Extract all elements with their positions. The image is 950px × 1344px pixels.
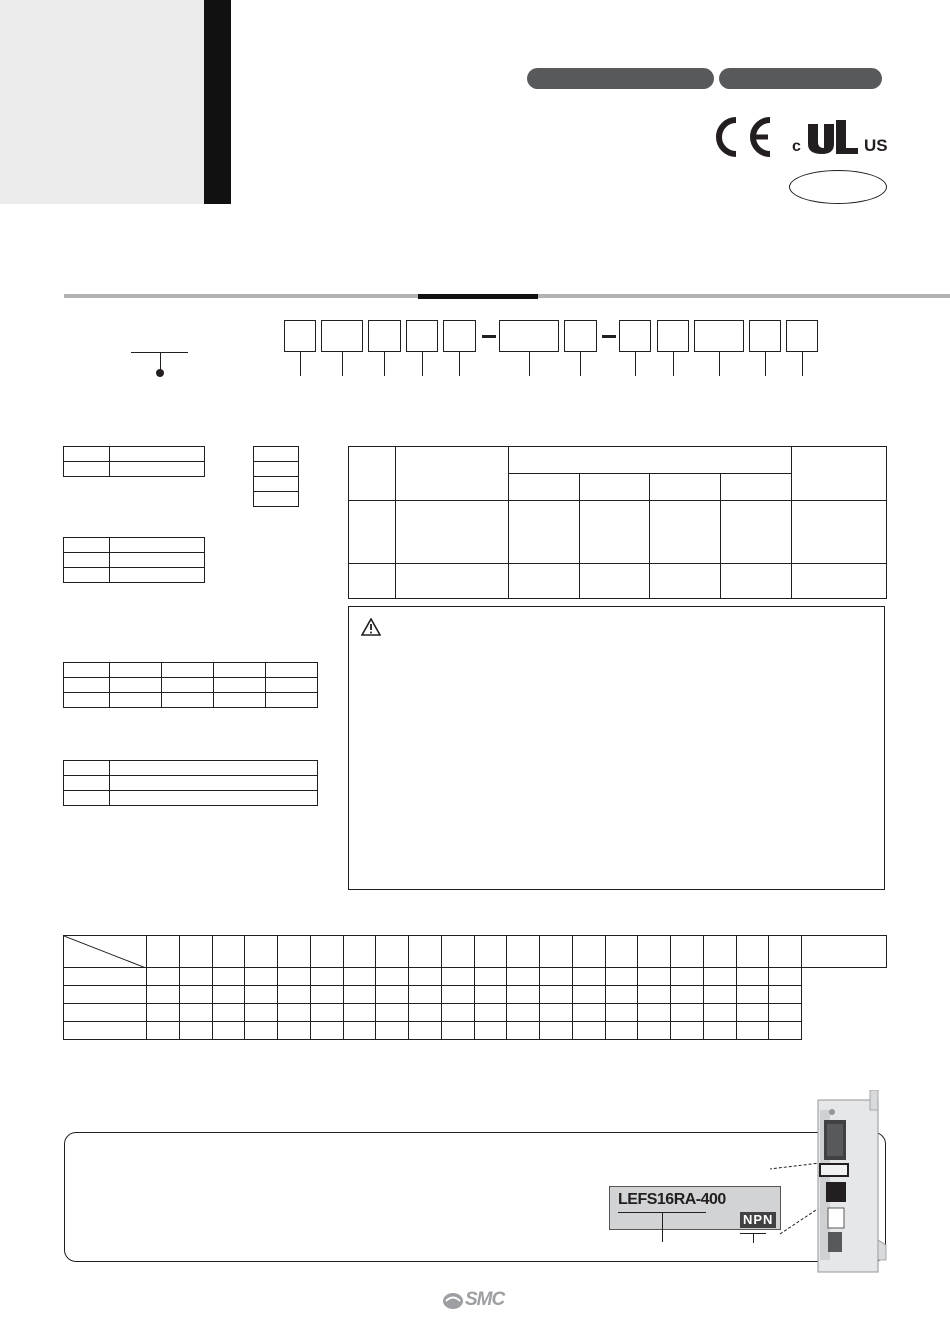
footer-brand: SMC [465,1289,505,1310]
table-cell [474,986,507,1004]
label-leader [753,1233,754,1243]
table-cell [214,693,266,708]
table-cell [310,936,343,968]
table-cell [343,1004,376,1022]
table-cell [266,678,318,693]
table-cell [212,986,245,1004]
controller-illustration [770,1090,890,1285]
table-cell [310,986,343,1004]
table-cell [409,986,442,1004]
table-corner-cell [64,936,147,968]
section-corner-panel [0,0,204,204]
table-cell [64,968,147,986]
table-cell [376,1004,409,1022]
table-cell [110,462,205,477]
code-box-6 [499,320,559,352]
table-cell [212,968,245,986]
table-cell [579,474,650,501]
table-cell [64,462,110,477]
ce-mark-icon [708,114,778,169]
code-box-7 [564,320,597,352]
code-leader [635,352,636,376]
option-table-size [63,446,205,477]
table-cell [409,1004,442,1022]
table-cell [736,1022,769,1040]
table-cell [343,968,376,986]
code-box-8 [619,320,651,352]
table-cell [441,936,474,968]
table-cell [650,501,721,564]
section-corner-bar [204,0,231,204]
table-cell [703,968,736,986]
table-cell [278,986,311,1004]
table-cell [540,936,573,968]
table-cell [579,501,650,564]
code-leader [459,352,460,376]
table-cell [605,1022,638,1040]
table-cell [650,564,721,599]
code-box-1 [284,320,316,352]
table-cell [278,936,311,968]
table-cell [110,761,318,776]
table-cell [110,776,318,791]
table-cell [721,564,792,599]
table-cell [349,447,396,501]
table-cell [162,678,214,693]
table-cell [64,678,110,693]
table-cell [703,1004,736,1022]
table-cell [376,986,409,1004]
table-cell [110,538,205,553]
table-cell [147,1022,180,1040]
table-cell [507,986,540,1004]
table-cell [179,968,212,986]
table-cell [703,936,736,968]
option-table-lead [253,446,299,507]
code-leader [300,352,301,376]
table-cell [540,968,573,986]
code-leader [719,352,720,376]
table-cell [349,501,396,564]
table-cell [572,968,605,986]
table-cell [64,663,110,678]
code-dash-2 [602,335,616,338]
rohs-badge [789,170,887,204]
table-cell [343,986,376,1004]
table-cell [147,1004,180,1022]
series-pill-right [719,68,882,89]
table-cell [245,1022,278,1040]
table-cell [64,693,110,708]
code-dash-1 [482,335,496,338]
table-cell [110,693,162,708]
table-cell [736,986,769,1004]
table-cell [769,968,802,986]
code-leader [580,352,581,376]
stroke-table [63,935,887,1040]
code-box-2 [321,320,363,352]
table-cell [721,501,792,564]
table-cell [605,968,638,986]
smc-logo-icon [442,1291,464,1316]
table-cell [147,936,180,968]
table-cell [721,474,792,501]
table-cell [507,968,540,986]
table-cell [64,1022,147,1040]
table-cell [605,936,638,968]
table-cell [572,936,605,968]
table-cell [64,986,147,1004]
code-leader [673,352,674,376]
table-cell [508,447,791,474]
table-cell [769,986,802,1004]
table-cell [214,663,266,678]
table-cell [508,474,579,501]
table-cell [254,447,299,462]
table-cell [650,474,721,501]
table-cell [245,936,278,968]
table-cell [245,1004,278,1022]
table-cell [638,1022,671,1040]
option-table-motor [63,537,205,583]
table-cell [278,1022,311,1040]
table-cell [212,1004,245,1022]
table-cell [671,936,704,968]
table-cell [769,1004,802,1022]
table-cell [162,663,214,678]
table-cell [474,968,507,986]
table-cell [792,447,887,501]
code-box-5 [443,320,476,352]
label-leader [662,1212,663,1242]
code-leader [765,352,766,376]
table-cell [572,1004,605,1022]
table-cell [395,564,508,599]
table-cell [254,462,299,477]
table-cell [769,936,802,968]
table-cell [310,968,343,986]
table-cell [376,936,409,968]
table-cell [474,1004,507,1022]
table-cell [110,553,205,568]
code-leader [422,352,423,376]
product-label-io-type: NPN [740,1212,776,1228]
table-cell [736,1004,769,1022]
table-cell [792,564,887,599]
table-cell [110,791,318,806]
table-cell [278,1004,311,1022]
table-cell [409,936,442,968]
code-leader [384,352,385,376]
table-cell [441,1004,474,1022]
table-cell [147,986,180,1004]
code-box-11 [749,320,781,352]
table-cell [266,663,318,678]
table-cell [343,936,376,968]
table-cell [508,564,579,599]
code-box-3 [368,320,401,352]
table-cell [769,1022,802,1040]
table-cell [638,986,671,1004]
table-cell [638,1004,671,1022]
table-cell [703,1022,736,1040]
table-cell [572,1022,605,1040]
table-cell [579,564,650,599]
table-cell [110,678,162,693]
table-cell [310,1004,343,1022]
code-leader [529,352,530,376]
section-rule-accent [418,294,538,299]
table-cell [310,1022,343,1040]
table-cell [441,986,474,1004]
table-cell [441,1022,474,1040]
option-table-cable [63,760,318,806]
table-cell [110,447,205,462]
table-cell [474,1022,507,1040]
table-cell [214,678,266,693]
table-cell [212,936,245,968]
table-cell [266,693,318,708]
series-pill-left [527,68,714,89]
product-label-model: LEFS16RA-400 [618,1191,726,1208]
table-cell [507,1022,540,1040]
table-cell [508,501,579,564]
code-box-9 [657,320,689,352]
table-cell [179,1004,212,1022]
table-cell [254,477,299,492]
ul-us-text: US [864,136,888,155]
table-cell [254,492,299,507]
table-cell [792,501,887,564]
table-cell [409,968,442,986]
table-cell [395,501,508,564]
table-cell [349,564,396,599]
table-cell [736,968,769,986]
code-box-10 [694,320,744,352]
table-cell [278,968,311,986]
table-cell [147,968,180,986]
table-cell [802,936,887,968]
table-cell [605,986,638,1004]
table-cell [162,693,214,708]
svg-text:c: c [792,138,801,155]
table-cell [540,1004,573,1022]
table-cell [343,1022,376,1040]
table-cell [507,1004,540,1022]
table-cell [703,986,736,1004]
table-cell [540,986,573,1004]
controller-compat-table [348,446,887,599]
table-cell [64,447,110,462]
code-bracket-dot [156,369,164,377]
table-cell [376,1022,409,1040]
table-cell [638,968,671,986]
table-cell [441,968,474,986]
table-cell [540,1022,573,1040]
table-cell [64,761,110,776]
table-cell [474,936,507,968]
table-cell [395,447,508,501]
table-cell [110,568,205,583]
table-cell [64,776,110,791]
code-box-4 [406,320,438,352]
caution-box [348,606,885,890]
option-table-stroke [63,662,318,708]
table-cell [376,968,409,986]
table-cell [671,1022,704,1040]
table-cell [64,568,110,583]
table-cell [572,986,605,1004]
table-cell [245,986,278,1004]
table-cell [671,1004,704,1022]
table-cell [605,1004,638,1022]
table-cell [507,936,540,968]
table-cell [212,1022,245,1040]
table-cell [179,986,212,1004]
table-cell [638,936,671,968]
table-cell [64,553,110,568]
table-cell [179,1022,212,1040]
table-cell [64,1004,147,1022]
table-cell [245,968,278,986]
table-cell [736,936,769,968]
code-box-12 [786,320,818,352]
table-cell [671,986,704,1004]
table-cell [409,1022,442,1040]
table-cell [64,791,110,806]
table-cell [179,936,212,968]
warning-triangle-icon [361,618,381,641]
table-cell [110,663,162,678]
code-leader [342,352,343,376]
table-cell [671,968,704,986]
table-cell [64,538,110,553]
code-leader [802,352,803,376]
